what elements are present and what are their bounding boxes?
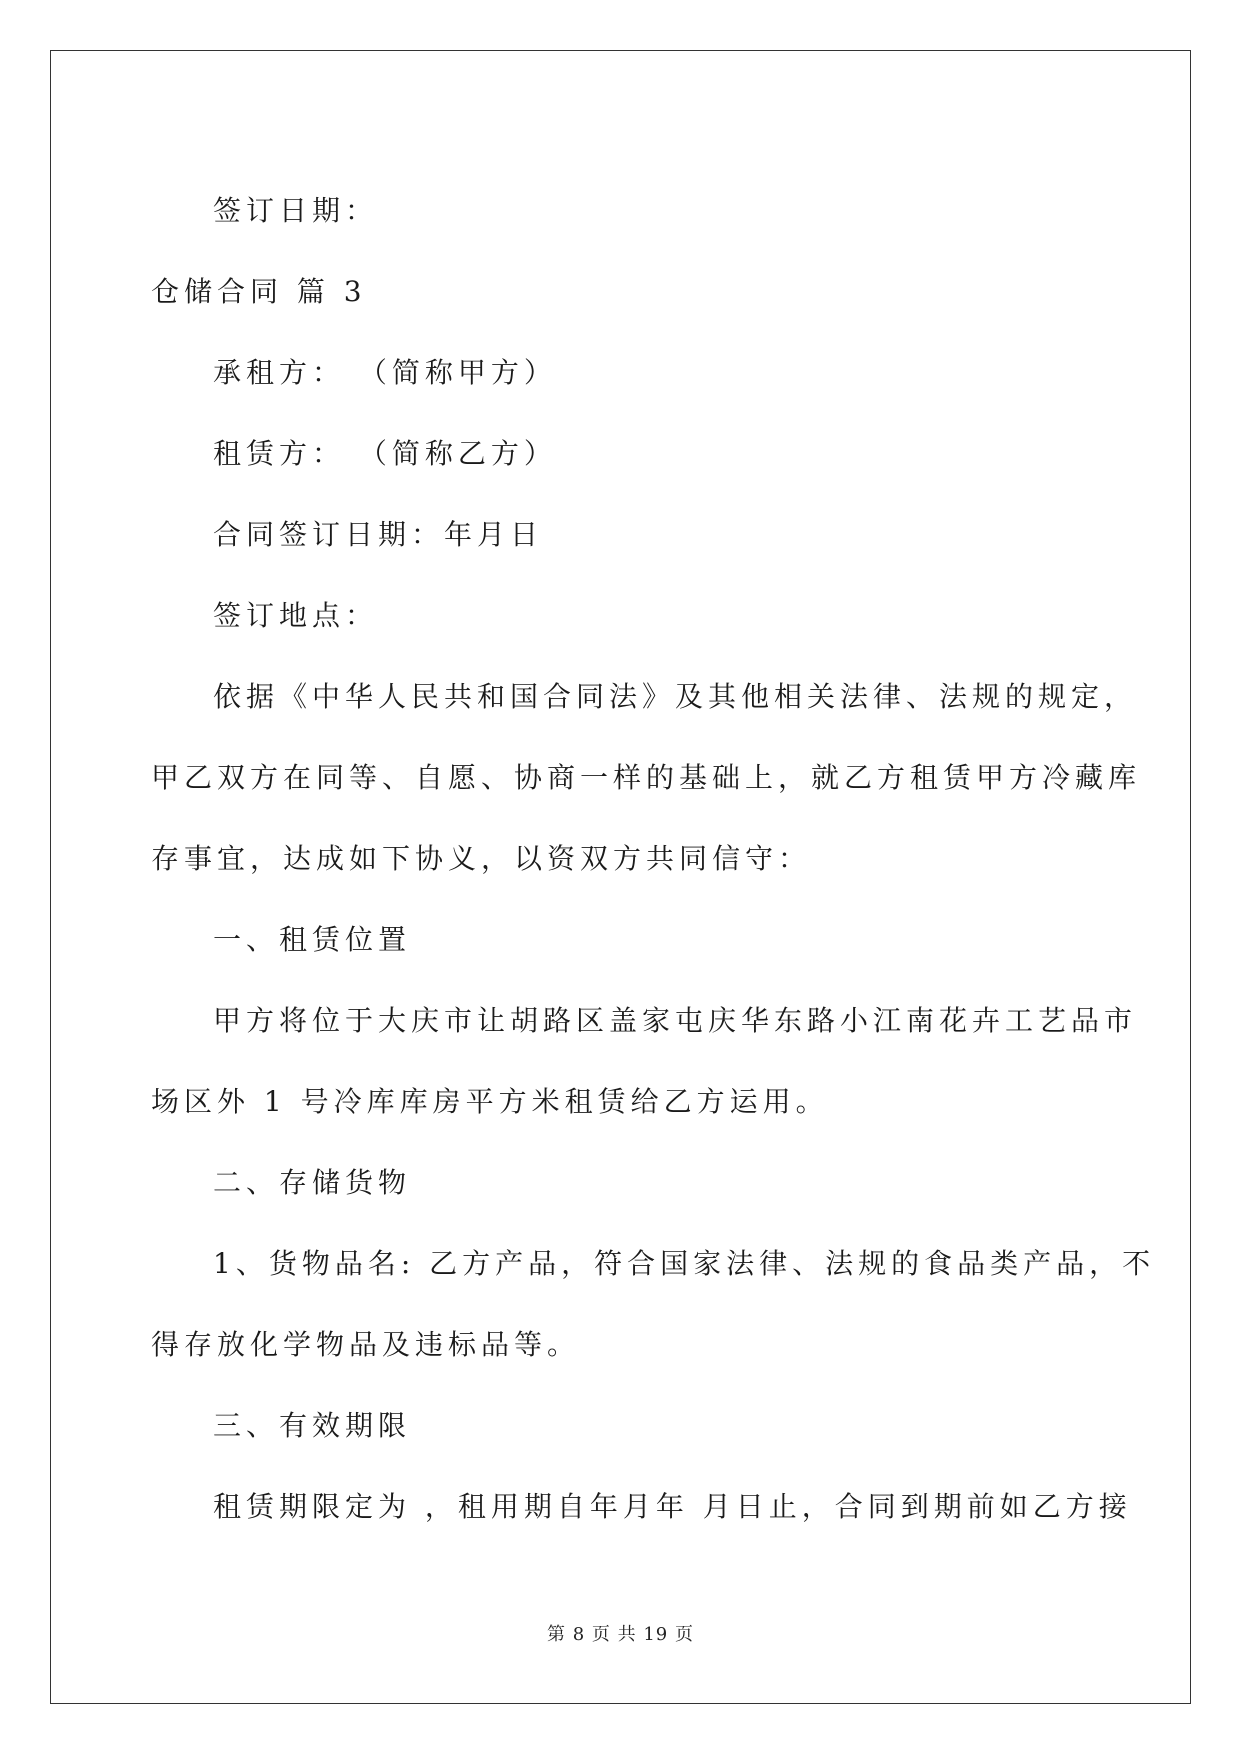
clause-location-line-2: 场区外 1 号冷库库房平方米租赁给乙方运用。	[151, 1085, 829, 1118]
paragraph-lessee: 承租方： （简称甲方）	[213, 356, 557, 389]
paragraph-signing-date: 签订日期：	[213, 194, 379, 227]
clause-heading-term: 三、有效期限	[213, 1409, 412, 1442]
paragraph-contract-date: 合同签订日期：年月日	[213, 518, 544, 551]
page-number-footer: 第 8 页 共 19 页	[547, 1624, 694, 1645]
clause-term-line-1: 租赁期限定为 ，租用期自年月年 月日止，合同到期前如乙方接	[213, 1490, 1132, 1523]
clause-heading-location: 一、租赁位置	[213, 923, 412, 956]
paragraph-signing-place: 签订地点：	[213, 599, 379, 632]
clause-goods-line-2: 得存放化学物品及违标品等。	[151, 1328, 581, 1361]
section-title: 仓储合同 篇 3	[151, 275, 367, 308]
paragraph-lessor: 租赁方： （简称乙方）	[213, 437, 557, 470]
clause-goods-line-1: 1、货物品名: 乙方产品，符合国家法律、法规的食品类产品，不	[213, 1247, 1156, 1280]
clause-location-line-1: 甲方将位于大庆市让胡路区盖家屯庆华东路小江南花卉工艺品市	[213, 1004, 1138, 1037]
paragraph-preamble-line-3: 存事宜，达成如下协义，以资双方共同信守：	[151, 842, 812, 875]
clause-heading-goods: 二、存储货物	[213, 1166, 412, 1199]
paragraph-preamble-line-1: 依据《中华人民共和国合同法》及其他相关法律、法规的规定，	[213, 680, 1138, 713]
document-body	[151, 170, 1156, 1547]
paragraph-preamble-line-2: 甲乙双方在同等、自愿、协商一样的基础上，就乙方租赁甲方冷藏库	[151, 761, 1142, 794]
